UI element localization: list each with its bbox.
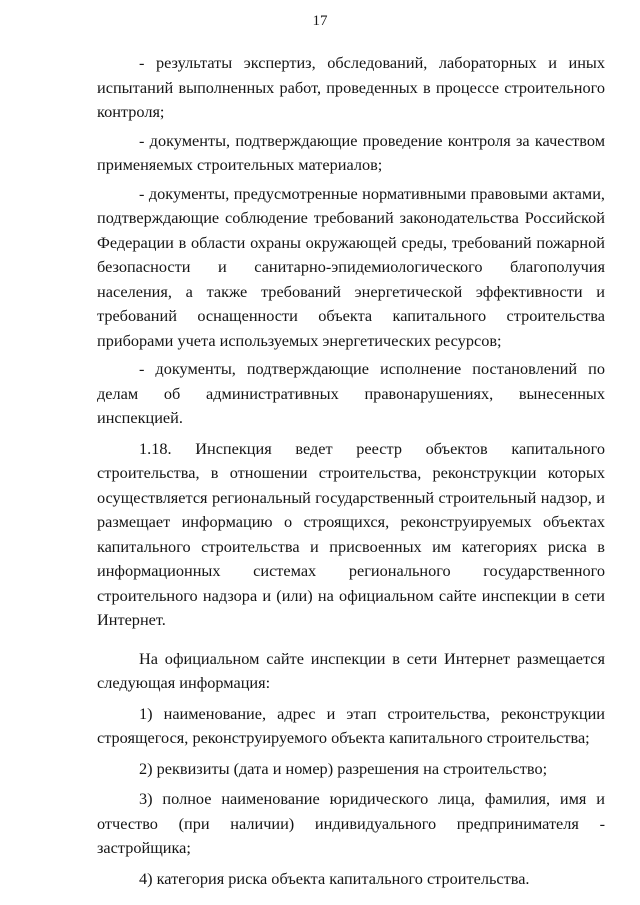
page-number: 17 bbox=[312, 13, 328, 29]
list-item-3: 3) полное наименование юридического лица, фамилия, имя и отчество (при наличии) индивидуального предпринимателя - застройщика; bbox=[97, 789, 605, 857]
paragraph-clause-1-18: 1.18. Инспекция ведет реестр объектов капитального строительства, в отношении строительства, реконструкции которых осуществляется региональный государственный строительный надзор, и размещает информацию о строящихся, реконструируемых объектах капитального строительства и присвоенных им категориях риска в информационных системах регионального государственного строительного надзора и (или) на официальном сайте инспекции в сети Интернет. bbox=[97, 438, 605, 629]
paragraph-regulatory-docs: - документы, предусмотренные нормативными правовыми актами, подтверждающие соблюдение требований законодательства Российской Федерации в области охраны окружающей среды, требований пожарной безопасности и санитарно-эпидемиологического благополучия населения, а также требований энергетической эффективности и требований оснащенности объекта капитального строительства приборами учета используемых энергетических ресурсов; bbox=[97, 183, 605, 350]
list-item-2: 2) реквизиты (дата и номер) разрешения на строительство; bbox=[139, 758, 548, 778]
list-item-1: 1) наименование, адрес и этап строительства, реконструкции строящегося, реконструируемого объекта капитального строительства; bbox=[97, 703, 605, 747]
document-body bbox=[97, 51, 605, 891]
paragraph-expertise-results: - результаты экспертиз, обследований, лабораторных и иных испытаний выполненных работ, проведенных в процессе строительного контроля; bbox=[97, 53, 605, 121]
paragraph-quality-control-docs: - документы, подтверждающие проведение контроля за качеством применяемых строительных материалов; bbox=[97, 130, 605, 174]
paragraph-website-info-intro: На официальном сайте инспекции в сети Интернет размещается следующая информация: bbox=[97, 648, 605, 692]
list-item-4: 4) категория риска объекта капитального строительства. bbox=[139, 868, 530, 888]
paragraph-violation-docs: - документы, подтверждающие исполнение постановлений по делам об административных правонарушениях, вынесенных инспекцией. bbox=[97, 359, 605, 427]
